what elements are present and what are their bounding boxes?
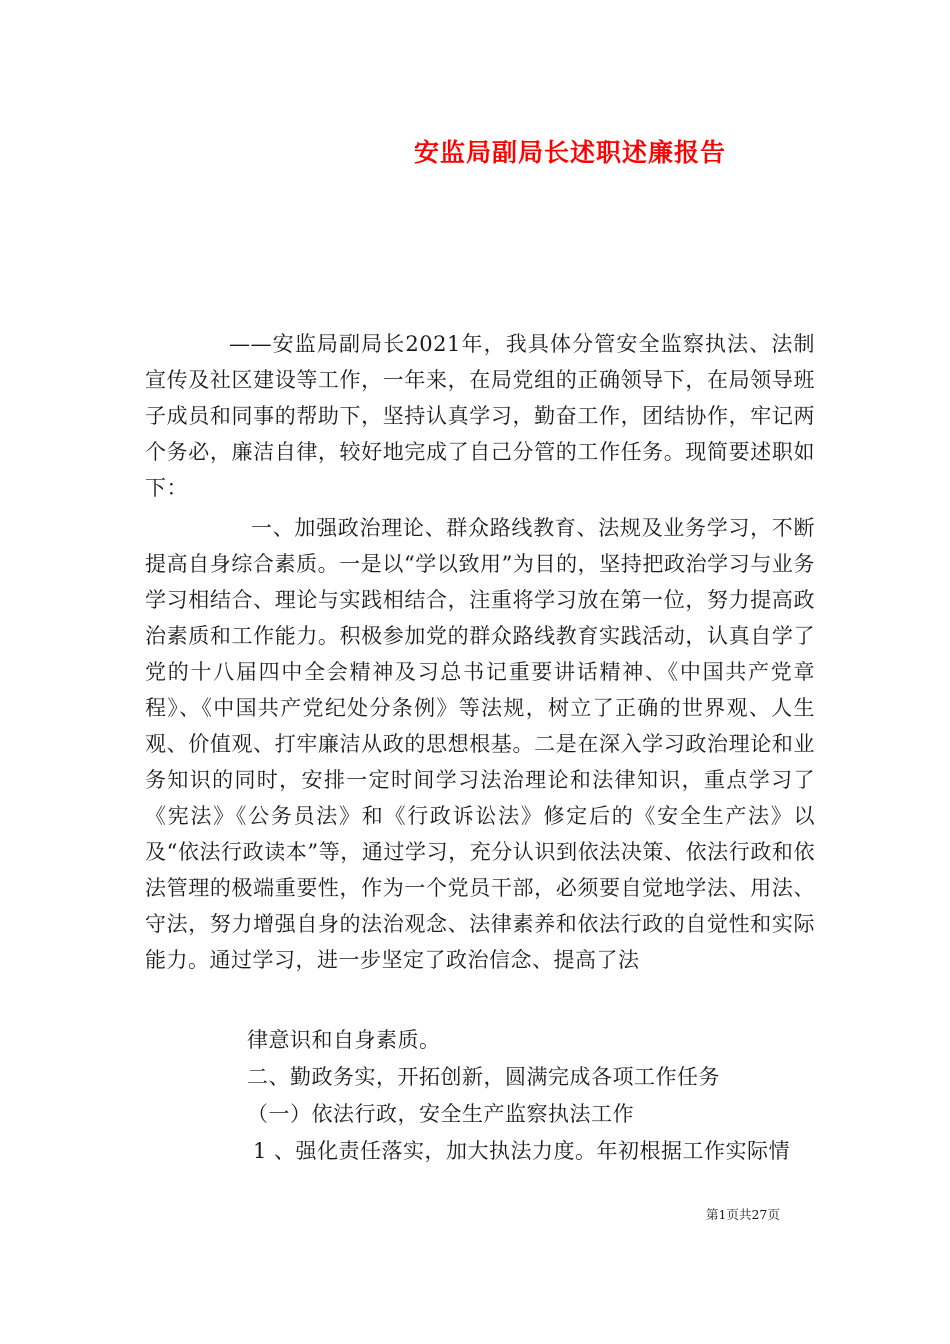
page-number-footer: 第1页共27页	[706, 1207, 780, 1222]
subsection-one-heading: （一）依法行政，安全生产监察执法工作	[247, 1102, 634, 1126]
item-one-line: 1 、强化责任落实，加大执法力度。年初根据工作实际情	[253, 1139, 791, 1163]
intro-paragraph: ——安监局副局长2021年，我具体分管安全监察执法、法制宣传及社区建设等工作，一年来，在局党组的正确领导下，在局领导班子成员和同事的帮助下，坚持认真学习，勤奋工作，团结协作，牢记两个务必，廉洁自律，较好地完成了自己分管的工作任务。现简要述职如下：	[145, 332, 815, 500]
section-two-heading: 二、勤政务实，开拓创新，圆满完成各项工作任务	[247, 1065, 720, 1089]
document-title: 安监局副局长述职述廉报告	[413, 138, 726, 167]
section-one-paragraph: 一、加强政治理论、群众路线教育、法规及业务学习，不断提高自身综合素质。一是以“学以致用”为目的，坚持把政治学习与业务学习相结合、理论与实践相结合，注重将学习放在第一位，努力提高政治素质和工作能力。积极参加党的群众路线教育实践活动，认真自学了党的十八届四中全会精神及习总书记重要讲话精神、《中国共产党章程》、《中国共产党纪处分条例》等法规，树立了正确的世界观、人生观、价值观、打牢廉洁从政的思想根基。二是在深入学习政治理论和业务知识的同时，安排一定时间学习法治理论和法律知识，重点学习了《宪法》《公务员法》和《行政诉讼法》修定后的《安全生产法》以及“依法行政读本”等，通过学习，充分认识到依法决策、依法行政和依法管理的极端重要性，作为一个党员干部，必须要自觉地学法、用法、守法，努力增强自身的法治观念、法律素养和依法行政的自觉性和实际能力。通过学习，进一步坚定了政治信念、提高了法	[145, 516, 815, 972]
continuation-line: 律意识和自身素质。	[247, 1028, 441, 1052]
